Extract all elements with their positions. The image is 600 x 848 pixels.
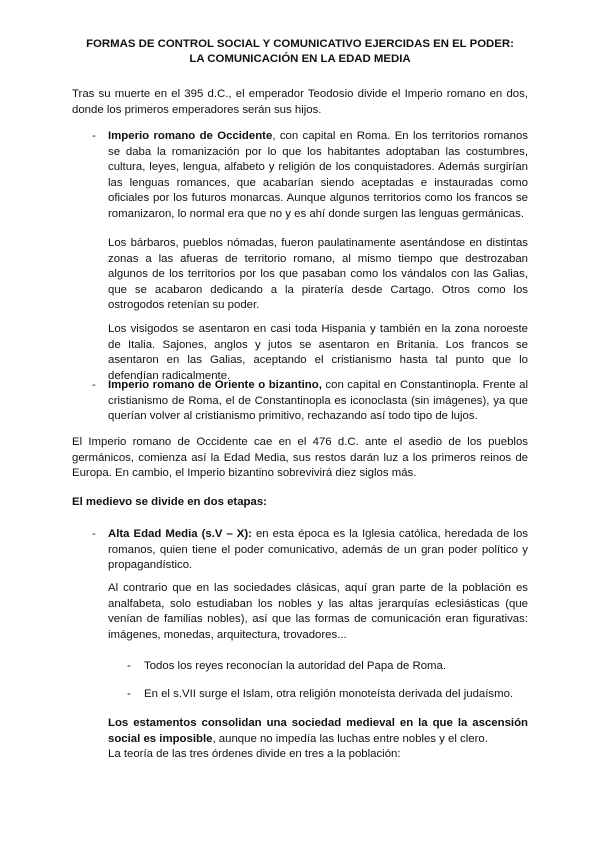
- occidente-text: , con capital en Roma. En los territorios romanos se daba la romanización por lo que los habitantes adoptaban las costumbres, cultura, leyes, lengua, alfabeto y religión de los conquistadores. Además surgirían las lenguas romances, que acabarían siendo aceptadas e instauradas como oficiales por los futuros monarcas. Aunque algunos territorios como los francos se romanizaron, lo normal era que no y es ahí donde surgen las lenguas germánicas.: [108, 130, 528, 220]
- sub-bullet-dash-1: -: [127, 660, 131, 672]
- occidente-paragraph: [108, 129, 528, 223]
- intro-paragraph: Tras su muerte en el 395 d.C., el emperador Teodosio divide el Imperio romano en dos, donde los primeros emperadores serán sus hijos.: [72, 88, 528, 116]
- islam-bullet: En el s.VII surge el Islam, otra religión monoteísta derivada del judaísmo.: [144, 688, 514, 700]
- document-title: [60, 37, 540, 67]
- alta-edad-media-title: Alta Edad Media (s.V – X):: [108, 528, 252, 540]
- oriente-title: Imperio romano de Oriente o bizantino,: [108, 379, 322, 391]
- bullet-dash-occidente: -: [92, 130, 96, 142]
- title-line-2: LA COMUNICACIÓN EN LA EDAD MEDIA: [189, 53, 411, 65]
- title-line-1: FORMAS DE CONTROL SOCIAL Y COMUNICATIVO EJERCIDAS EN EL PODER:: [86, 38, 514, 50]
- tres-ordenes-line: La teoría de las tres órdenes divide en tres a la población:: [108, 748, 401, 760]
- medievo-heading: El medievo se divide en dos etapas:: [72, 496, 267, 508]
- barbaros-paragraph: Los bárbaros, pueblos nómadas, fueron paulatinamente asentándose en distintas zonas a las afueras de territorio romano, al mismo tiempo que destrozaban algunos de los territorios por los que pasaban como los vándalos con las Galias, que se acabaron dedicando a la piratería desde Cartago. Otros como los ostrogodos retenían su poder.: [108, 237, 528, 312]
- visigodos-paragraph: Los visigodos se asentaron en casi toda Hispania y también en la zona noroeste de Italia. Sajones, anglos y jutos se asentaron en Britania. Los francos se asentaron en las Galias, aceptando el cristianismo hasta tal punto que lo defendían radicalmente.: [108, 323, 528, 382]
- oriente-text: con capital en Constantinopla. Frente al cristianismo de Roma, el de Constantinopla es iconoclasta (sin imágenes), ya que querían volver al cristianismo primitivo, rechazando así todo tipo de lujos.: [108, 379, 528, 423]
- alta-edad-media-paragraph: [108, 527, 528, 574]
- bullet-dash-oriente: -: [92, 379, 96, 391]
- estamentos-bold: Los estamentos consolidan una sociedad medieval en la que la ascensión social es imposible: [108, 717, 528, 745]
- analfabeta-paragraph: Al contrario que en las sociedades clásicas, aquí gran parte de la población es analfabeta, solo estudiaban los nobles y las altas jerarquías eclesiásticas (que venían de familias nobles), así que las formas de comunicación eran figurativas: imágenes, monedas, arquitectura, trovadores...: [108, 582, 528, 641]
- bullet-dash-alta: -: [92, 528, 96, 540]
- sub-bullet-dash-2: -: [127, 688, 131, 700]
- occidente-title: Imperio romano de Occidente: [108, 130, 273, 142]
- alta-edad-media-text: en esta época es la Iglesia católica, heredada de los romanos, quien tiene el poder comunicativo, además de un gran poder político y propagandístico.: [108, 528, 528, 572]
- papa-bullet: Todos los reyes reconocían la autoridad del Papa de Roma.: [144, 660, 447, 672]
- oriente-paragraph: [108, 378, 528, 425]
- fall-paragraph: El Imperio romano de Occidente cae en el 476 d.C. ante el asedio de los pueblos germánicos, comienza así la Edad Media, sus restos darán luz a los primeros reinos de Europa. En cambio, el Imperio bizantino sobrevivirá diez siglos más.: [72, 436, 528, 480]
- estamentos-paragraph: [108, 716, 528, 747]
- estamentos-text: , aunque no impedía las luchas entre nobles y el clero.: [212, 732, 488, 745]
